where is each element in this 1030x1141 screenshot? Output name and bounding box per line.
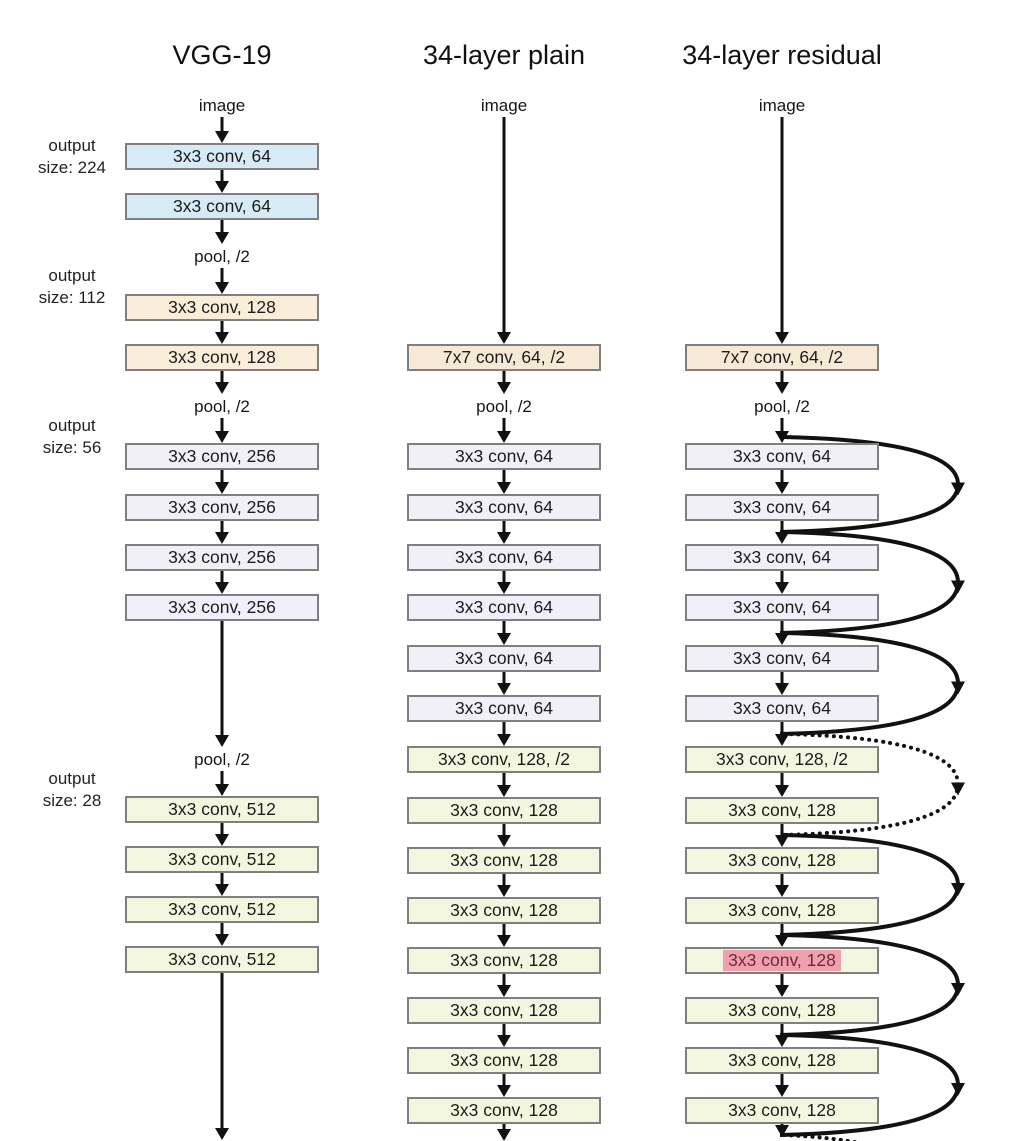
conv-box-label: 3x3 conv, 64 — [733, 547, 831, 567]
conv-box-label: 3x3 conv, 64 — [455, 597, 553, 617]
conv-box-label: 3x3 conv, 128 — [450, 850, 558, 870]
conv-box-label: 3x3 conv, 64 — [455, 698, 553, 718]
pool-label: pool, /2 — [754, 397, 810, 416]
conv-box-label: 3x3 conv, 64 — [733, 597, 831, 617]
pool-label: pool, /2 — [476, 397, 532, 416]
conv-box-label: 3x3 conv, 64 — [455, 446, 553, 466]
conv-box — [685, 1097, 879, 1124]
conv-box-label: 3x3 conv, 64 — [455, 547, 553, 567]
output-size-label — [12, 135, 132, 179]
conv-box — [685, 797, 879, 824]
conv-box — [407, 746, 601, 773]
conv-box-label: 3x3 conv, 64 — [173, 196, 271, 216]
pool-label: pool, /2 — [194, 397, 250, 416]
conv-box — [407, 443, 601, 470]
conv-box — [685, 494, 879, 521]
conv-box — [125, 494, 319, 521]
conv-box — [407, 695, 601, 722]
conv-box-label: 3x3 conv, 64 — [173, 146, 271, 166]
output-size-line2: size: 56 — [42, 438, 102, 457]
conv-box-label: 3x3 conv, 128 — [728, 1050, 836, 1070]
output-size-line2: size: 224 — [37, 158, 107, 177]
conv-box-label: 3x3 conv, 64 — [455, 648, 553, 668]
conv-box-label: 3x3 conv, 128 — [728, 900, 836, 920]
output-size-label — [12, 415, 132, 459]
conv-box-label: 3x3 conv, 256 — [168, 446, 276, 466]
column-header: VGG-19 — [172, 40, 272, 70]
conv-box-highlighted — [685, 947, 879, 974]
conv-box-label: 3x3 conv, 512 — [168, 849, 276, 869]
conv-box-label: 7x7 conv, 64, /2 — [720, 347, 844, 367]
conv-box-label: 3x3 conv, 512 — [168, 949, 276, 969]
conv-box — [125, 294, 319, 321]
conv-box — [407, 1047, 601, 1074]
conv-box-label: 3x3 conv, 128 — [728, 1000, 836, 1020]
conv-box-label: 7x7 conv, 64, /2 — [442, 347, 566, 367]
conv-box-label: 3x3 conv, 128, /2 — [716, 749, 848, 769]
conv-box — [407, 645, 601, 672]
output-size-label — [12, 768, 132, 812]
pool-label: pool, /2 — [194, 750, 250, 769]
conv-box-label: 3x3 conv, 128 — [728, 1100, 836, 1120]
conv-box — [685, 746, 879, 773]
conv-box-label: 3x3 conv, 128 — [168, 347, 276, 367]
conv-box — [125, 143, 319, 170]
conv-box — [407, 897, 601, 924]
conv-box-label: 3x3 conv, 256 — [168, 597, 276, 617]
conv-box — [685, 695, 879, 722]
conv-box-label: 3x3 conv, 256 — [168, 547, 276, 567]
conv-box-label: 3x3 conv, 64 — [733, 648, 831, 668]
output-size-line2: size: 28 — [42, 791, 102, 810]
conv-box-label: 3x3 conv, 128, /2 — [438, 749, 570, 769]
conv-box — [125, 946, 319, 973]
conv-box — [125, 193, 319, 220]
conv-box-label: 3x3 conv, 512 — [168, 899, 276, 919]
conv-box — [407, 594, 601, 621]
conv-box — [125, 896, 319, 923]
conv-box — [407, 947, 601, 974]
conv-box — [685, 997, 879, 1024]
conv-box-label: 3x3 conv, 512 — [168, 799, 276, 819]
conv-box-label: 3x3 conv, 128 — [723, 950, 841, 971]
conv-box — [685, 897, 879, 924]
conv-box — [407, 847, 601, 874]
conv-box — [125, 443, 319, 470]
conv-box — [685, 1047, 879, 1074]
output-size-line1: output — [48, 769, 96, 788]
conv-box — [407, 797, 601, 824]
output-size-line1: output — [48, 136, 96, 155]
conv-box-label: 3x3 conv, 128 — [450, 950, 558, 970]
conv-box — [407, 997, 601, 1024]
conv-box-label: 3x3 conv, 128 — [728, 800, 836, 820]
conv-box-label: 3x3 conv, 64 — [733, 446, 831, 466]
conv-box — [685, 594, 879, 621]
input-label: image — [758, 96, 806, 115]
conv-box — [407, 1097, 601, 1124]
conv-box — [407, 544, 601, 571]
conv-box — [407, 344, 601, 371]
conv-box — [125, 796, 319, 823]
conv-box-label: 3x3 conv, 128 — [728, 850, 836, 870]
conv-box-label: 3x3 conv, 128 — [450, 1050, 558, 1070]
conv-box-label: 3x3 conv, 128 — [450, 800, 558, 820]
conv-box-label: 3x3 conv, 128 — [450, 1100, 558, 1120]
conv-box-label: 3x3 conv, 64 — [733, 698, 831, 718]
output-size-line1: output — [48, 416, 96, 435]
pool-label: pool, /2 — [194, 247, 250, 266]
conv-box — [125, 344, 319, 371]
input-label: image — [198, 96, 246, 115]
conv-box-label: 3x3 conv, 128 — [450, 900, 558, 920]
column-header: 34-layer residual — [682, 40, 882, 70]
conv-box — [125, 544, 319, 571]
input-label: image — [480, 96, 528, 115]
conv-box — [407, 494, 601, 521]
conv-box — [125, 594, 319, 621]
conv-box — [685, 847, 879, 874]
column-header: 34-layer plain — [422, 40, 586, 70]
conv-box — [685, 544, 879, 571]
conv-box-label: 3x3 conv, 128 — [450, 1000, 558, 1020]
conv-box — [685, 443, 879, 470]
conv-box — [685, 645, 879, 672]
output-size-label — [12, 265, 132, 309]
conv-box-label: 3x3 conv, 128 — [168, 297, 276, 317]
conv-box-label: 3x3 conv, 64 — [455, 497, 553, 517]
output-size-line1: output — [48, 266, 96, 285]
output-size-line2: size: 112 — [38, 288, 106, 307]
conv-box — [125, 846, 319, 873]
conv-box-label: 3x3 conv, 256 — [168, 497, 276, 517]
conv-box — [685, 344, 879, 371]
conv-box-label: 3x3 conv, 64 — [733, 497, 831, 517]
